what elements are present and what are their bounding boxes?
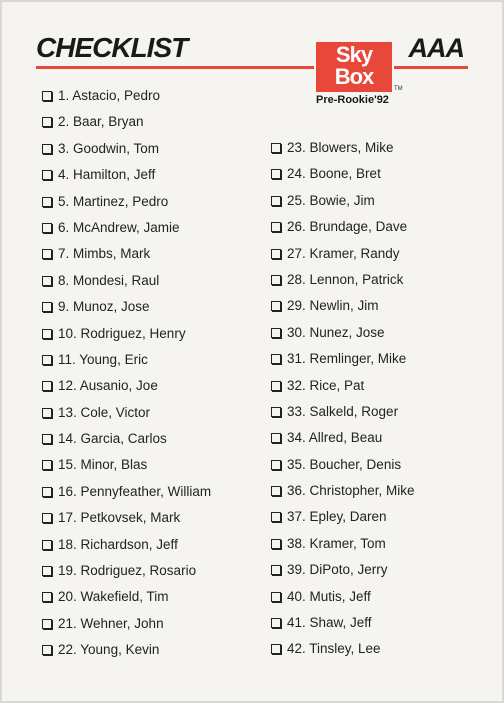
checkbox-icon[interactable] xyxy=(271,249,281,259)
checklist-item xyxy=(271,323,415,349)
checklist-item xyxy=(42,508,211,534)
checklist-item-label: 1. Astacio, Pedro xyxy=(58,88,161,103)
checklist-item xyxy=(42,271,211,297)
checklist-item-label: 8. Mondesi, Raul xyxy=(58,272,160,288)
checklist-item xyxy=(271,296,415,322)
checklist-item xyxy=(42,86,211,112)
checkbox-icon[interactable] xyxy=(271,354,281,364)
checklist-item xyxy=(42,455,211,481)
checklist-item-label: 27. Kramer, Randy xyxy=(287,245,400,261)
checkbox-icon[interactable] xyxy=(42,645,52,655)
checkbox-icon[interactable] xyxy=(271,512,281,522)
checkbox-icon[interactable] xyxy=(271,196,281,206)
checklist-item xyxy=(42,587,211,613)
checkbox-icon[interactable] xyxy=(271,275,281,285)
checklist-item xyxy=(42,139,211,165)
checklist-item xyxy=(42,297,211,323)
checklist-item-label: 13. Cole, Victor xyxy=(58,404,151,420)
checkbox-icon[interactable] xyxy=(271,301,281,311)
checkbox-icon[interactable] xyxy=(42,249,52,259)
checklist-item xyxy=(271,481,415,507)
checkbox-icon[interactable] xyxy=(271,222,281,232)
checklist-item xyxy=(271,560,415,586)
checklist-item xyxy=(271,613,415,639)
checklist-item xyxy=(42,192,211,218)
checkbox-icon[interactable] xyxy=(42,566,52,576)
checklist-item xyxy=(42,535,211,561)
checklist-item-label: 2. Baar, Bryan xyxy=(58,114,144,130)
checklist-item xyxy=(271,376,415,402)
checklist-item xyxy=(271,428,415,454)
checkbox-icon[interactable] xyxy=(271,460,281,470)
checklist-item-label: 10. Rodriguez, Henry xyxy=(58,325,186,341)
checklist-item xyxy=(271,270,415,296)
checkbox-icon[interactable] xyxy=(271,592,281,602)
checklist-item xyxy=(271,507,415,533)
checkbox-icon[interactable] xyxy=(42,487,52,497)
checklist-item xyxy=(42,244,211,270)
checklist-item xyxy=(42,350,211,376)
checklist-column-right xyxy=(271,138,415,666)
checklist-item-label: 35. Boucher, Denis xyxy=(287,456,402,472)
checkbox-icon[interactable] xyxy=(271,565,281,575)
checklist-item-label: 14. Garcia, Carlos xyxy=(58,431,167,447)
logo-line-1: Sky xyxy=(335,42,373,67)
checklist-item-label: 4. Hamilton, Jeff xyxy=(58,167,156,183)
page-title: CHECKLIST xyxy=(36,32,188,63)
header-rule xyxy=(36,66,468,69)
checklist-item-label: 32. Rice, Pat xyxy=(287,377,365,393)
checkbox-icon[interactable] xyxy=(42,408,52,418)
level-label: AAA xyxy=(408,33,464,63)
checklist-item xyxy=(42,324,211,350)
checklist-item-label: 37. Epley, Daren xyxy=(287,509,387,525)
checklist-item-label: 39. DiPoto, Jerry xyxy=(287,562,388,578)
trademark-mark: TM xyxy=(394,86,403,92)
checkbox-icon[interactable] xyxy=(271,328,281,338)
checklist-item xyxy=(271,138,415,164)
checklist-item-label: 31. Remlinger, Mike xyxy=(287,351,407,367)
checklist-item-label: 42. Tinsley, Lee xyxy=(287,641,381,657)
checklist-item xyxy=(271,349,415,375)
checkbox-icon[interactable] xyxy=(271,433,281,443)
checklist-item xyxy=(271,639,415,665)
checklist-item-label: 28. Lennon, Patrick xyxy=(287,271,404,287)
checklist-item-label: 33. Salkeld, Roger xyxy=(287,403,399,419)
checkbox-icon[interactable] xyxy=(42,513,52,523)
checklist-item xyxy=(271,164,415,190)
checklist-item-label: 40. Mutis, Jeff xyxy=(287,588,371,604)
set-tagline: Pre-Rookie'92 xyxy=(316,94,389,106)
checkbox-icon[interactable] xyxy=(271,143,281,153)
checklist-column-left xyxy=(42,86,211,667)
checklist-item-label: 9. Munoz, Jose xyxy=(58,299,150,315)
checkbox-icon[interactable] xyxy=(42,355,52,365)
checkbox-icon[interactable] xyxy=(42,619,52,629)
checkbox-icon[interactable] xyxy=(42,276,52,286)
checklist-item-label: 22. Young, Kevin xyxy=(58,642,160,658)
checklist-item xyxy=(42,561,211,587)
checklist-item-label: 15. Minor, Blas xyxy=(58,457,148,473)
checkbox-icon[interactable] xyxy=(42,460,52,470)
checklist-item xyxy=(42,218,211,244)
checklist-item-label: 20. Wakefield, Tim xyxy=(58,589,169,605)
checklist-item xyxy=(42,403,211,429)
checklist-item-label: 5. Martinez, Pedro xyxy=(58,193,169,209)
checklist-item-label: 16. Pennyfeather, William xyxy=(58,483,212,499)
checklist-item-label: 38. Kramer, Tom xyxy=(287,535,386,551)
checklist-item-label: 18. Richardson, Jeff xyxy=(58,536,178,552)
checklist-item-label: 17. Petkovsek, Mark xyxy=(58,510,181,526)
checklist-item-label: 11. Young, Eric xyxy=(58,351,148,367)
checklist-item xyxy=(271,244,415,270)
checklist-item xyxy=(271,587,415,613)
checklist-item xyxy=(271,534,415,560)
checklist-item xyxy=(42,482,211,508)
checklist-item-label: 36. Christopher, Mike xyxy=(287,483,415,499)
checkbox-icon[interactable] xyxy=(42,540,52,550)
checkbox-icon[interactable] xyxy=(42,302,52,312)
checklist-item-label: 6. McAndrew, Jamie xyxy=(58,219,180,235)
checklist-item xyxy=(271,191,415,217)
checkbox-icon[interactable] xyxy=(271,486,281,496)
checkbox-icon[interactable] xyxy=(42,223,52,233)
checklist-item-label: 41. Shaw, Jeff xyxy=(287,615,372,631)
checkbox-icon[interactable] xyxy=(42,170,52,180)
checklist-item-label: 3. Goodwin, Tom xyxy=(58,140,160,156)
checkbox-icon[interactable] xyxy=(271,644,281,654)
checklist-item xyxy=(42,112,211,138)
checklist-item xyxy=(271,217,415,243)
checklist-item-label: 29. Newlin, Jim xyxy=(287,298,379,314)
checklist-item-label: 30. Nunez, Jose xyxy=(287,324,385,340)
checkbox-icon[interactable] xyxy=(42,91,52,101)
checkbox-icon[interactable] xyxy=(42,592,52,602)
checkbox-icon[interactable] xyxy=(42,434,52,444)
checklist-item-label: 34. Allred, Beau xyxy=(287,430,383,446)
checkbox-icon[interactable] xyxy=(271,539,281,549)
checklist-item xyxy=(42,376,211,402)
checkbox-icon[interactable] xyxy=(42,117,52,127)
checklist-item-label: 21. Wehner, John xyxy=(58,615,164,631)
checklist-item-label: 24. Boone, Bret xyxy=(287,166,381,182)
checkbox-icon[interactable] xyxy=(42,381,52,391)
checklist-item xyxy=(42,640,211,666)
checklist-item-label: 23. Blowers, Mike xyxy=(287,140,394,155)
checklist-item xyxy=(42,614,211,640)
skybox-logo xyxy=(316,42,392,92)
checklist-item xyxy=(271,455,415,481)
checkbox-icon[interactable] xyxy=(271,381,281,391)
logo-line-2: Box xyxy=(334,64,374,89)
checklist-item xyxy=(271,402,415,428)
checkbox-icon[interactable] xyxy=(42,144,52,154)
checkbox-icon[interactable] xyxy=(271,169,281,179)
checklist-item-label: 19. Rodriguez, Rosario xyxy=(58,563,197,579)
checkbox-icon[interactable] xyxy=(271,407,281,417)
checklist-item-label: 26. Brundage, Dave xyxy=(287,219,408,235)
checklist-item-label: 25. Bowie, Jim xyxy=(287,192,375,208)
checklist-item xyxy=(42,429,211,455)
checkbox-icon[interactable] xyxy=(42,197,52,207)
checkbox-icon[interactable] xyxy=(42,329,52,339)
checklist-item xyxy=(42,165,211,191)
checklist-item-label: 7. Mimbs, Mark xyxy=(58,246,151,262)
checkbox-icon[interactable] xyxy=(271,618,281,628)
checklist-item-label: 12. Ausanio, Joe xyxy=(58,378,158,394)
